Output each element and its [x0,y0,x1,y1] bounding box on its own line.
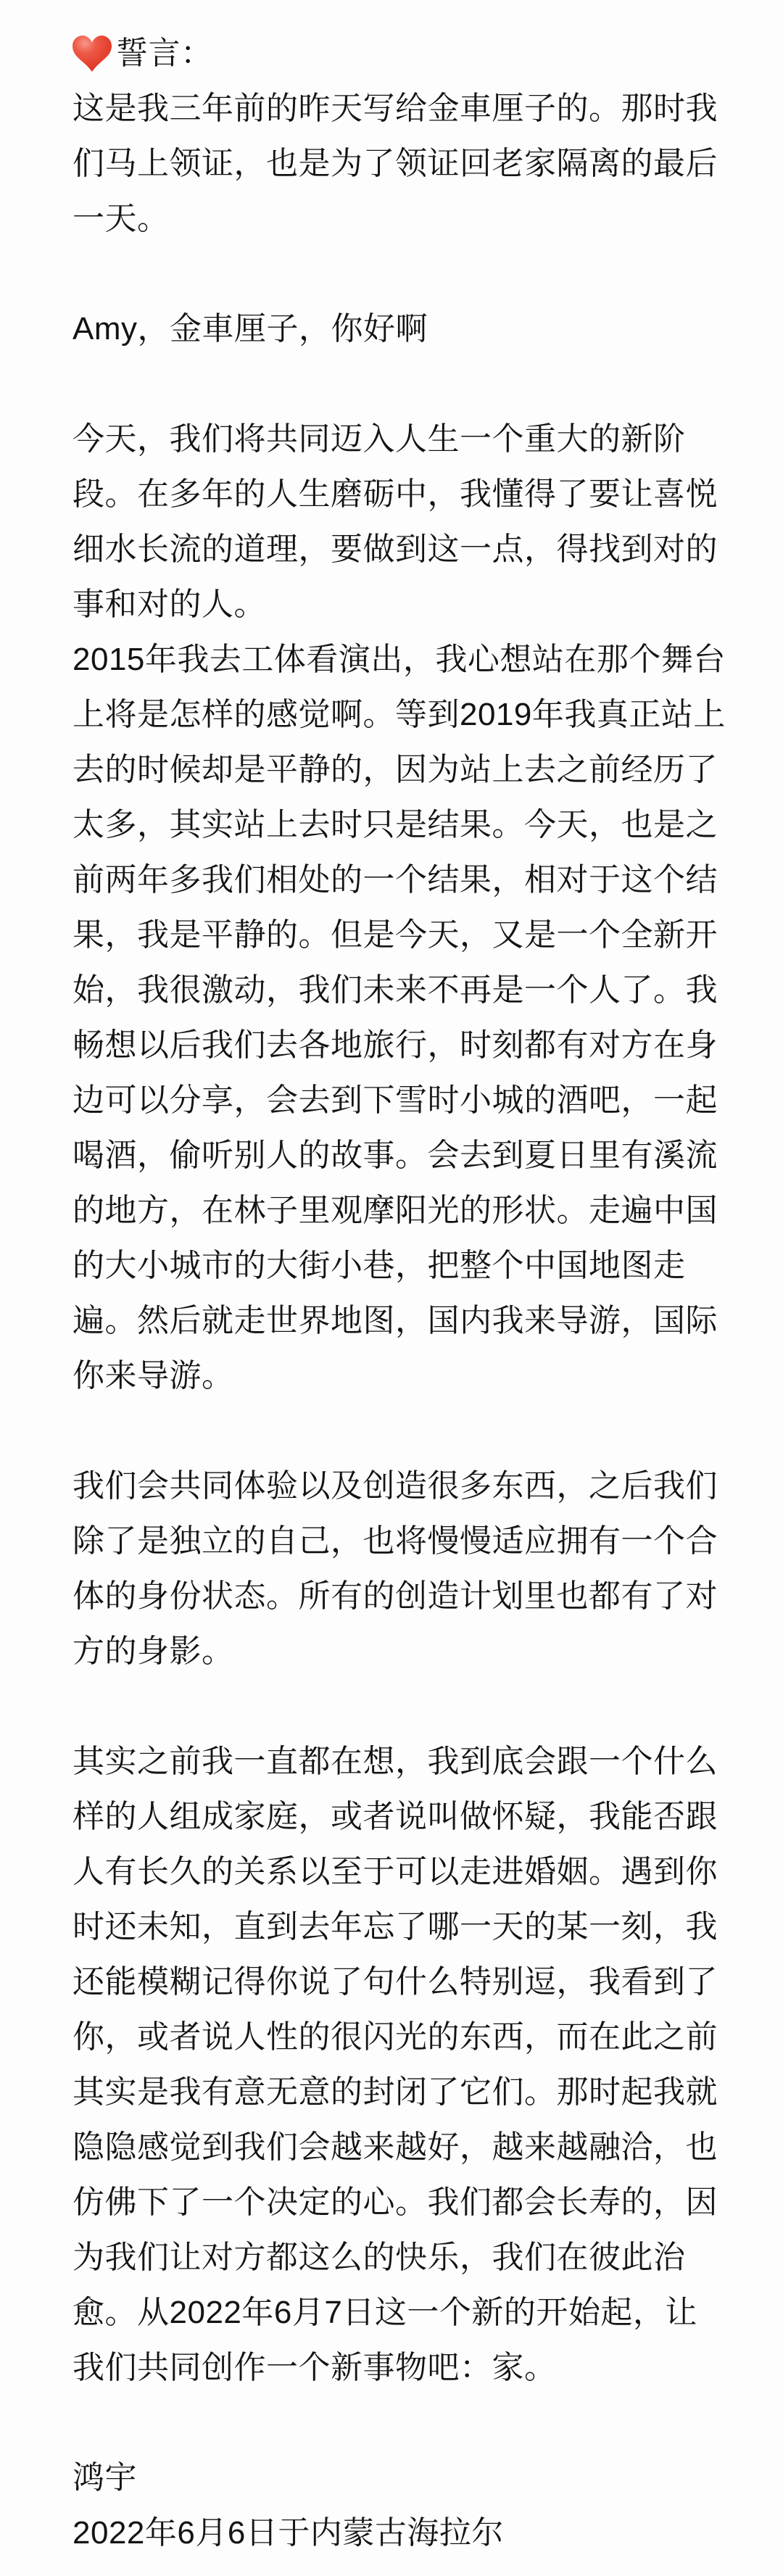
signature-dateline: 2022年6月6日于内蒙古海拉尔 [72,2515,504,2551]
letter-heading [72,26,726,81]
paragraph-reflection: 其实之前我一直都在想，我到底会跟一个什么样的人组成家庭，或者说叫做怀疑，我能否跟人有长久的关系以至于可以走进婚姻。遇到你时还未知，直到去年忘了哪一天的某一刻，我还能模糊记得你说了句什么特别逗，我看到了你，或者说人性的很闪光的东西，而在此之前其实是我有意无意的封闭了它们。那时起我就隐隐感觉到我们会越来越好，越来越融洽，也仿佛下了一个决定的心。我们都会长寿的，因为我们让对方都这么的快乐，我们在彼此治愈。从2022年6月7日这一个新的开始起，让我们共同创作一个新事物吧：家。 [72,1744,718,2385]
paragraph-intro: 这是我三年前的昨天写给金車厘子的。那时我们马上领证，也是为了领证回老家隔离的最后一天。 [72,91,718,236]
heading-title: 誓言： [116,36,213,71]
paragraph-new-stage: 今天，我们将共同迈入人生一个重大的新阶段。在多年的人生磨砺中，我懂得了要让喜悦细水长流的道理，要做到这一点，得找到对的事和对的人。 [72,421,718,622]
salutation-line: Amy，金車厘子，你好啊 [72,311,428,347]
signature-name: 鸿宇 [72,2460,137,2496]
paragraph-co-create: 我们会共同体验以及创造很多东西，之后我们除了是独立的自己，也将慢慢适应拥有一个合体的身份状态。所有的创造计划里也都有了对方的身影。 [72,1468,718,1669]
heart-icon [72,36,112,72]
paragraph-stage-story: 2015年我去工体看演出，我心想站在那个舞台上将是怎样的感觉啊。等到2019年我真正站上去的时候却是平静的，因为站上去之前经历了太多，其实站上去时只是结果。今天，也是之前两年多我们相处的一个结果，相对于这个结果，我是平静的。但是今天，又是一个全新开始，我很激动，我们未来不再是一个人了。我畅想以后我们去各地旅行，时刻都有对方在身边可以分享，会去到下雪时小城的酒吧，一起喝酒，偷听别人的故事。会去到夏日里有溪流的地方，在林子里观摩阳光的形状。走遍中国的大小城市的大街小巷，把整个中国地图走遍。然后就走世界地图，国内我来导游，国际你来导游。 [72,642,726,1393]
